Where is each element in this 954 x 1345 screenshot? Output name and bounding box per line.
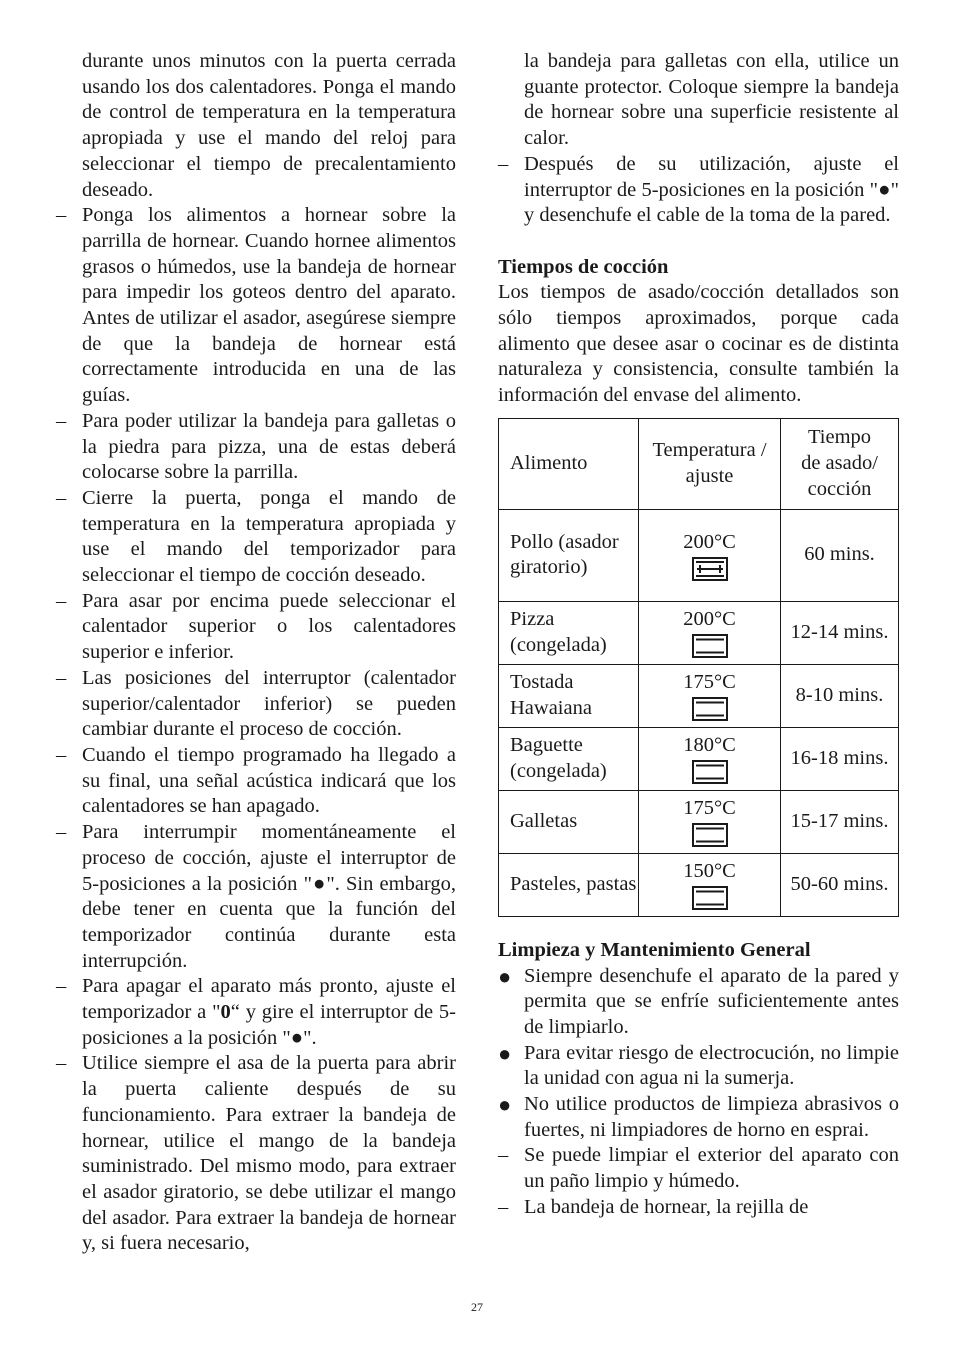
cleaning-bullet: ● Para evitar riesgo de electrocución, no limpie la unidad con agua ni la sumerja. [498, 1040, 899, 1090]
rotisserie-icon [692, 557, 728, 581]
instruction-item: – Las posiciones del interruptor (calentador superior/calentador inferior) se pueden cambiar durante el proceso de cocción. [56, 666, 456, 741]
header-food: Alimento [499, 418, 639, 509]
table-row: Tostada Hawaiana 175°C 8-10 mins. [499, 664, 899, 727]
instruction-item: – Utilice siempre el asa de la puerta para abrir la puerta caliente después de su funcionamiento. Para extraer la bandeja de hornear, utilice el mango de la bandeja suministrado. Del mismo modo, para extraer el asador giratorio, se debe utilizar el mango del asador. Para extraer la bandeja de hornear y, si fuera necesario, [56, 1052, 456, 1255]
right-column [498, 49, 899, 1221]
cleaning-dash-item: – La bandeja de hornear, la rejilla de [498, 1195, 809, 1218]
instruction-item-switch-off: – Para apagar el aparato más pronto, ajuste el temporizador a "0“ y gire el interruptor de 5-posiciones a la posición "●". [56, 975, 456, 1049]
table-row: Pollo (asador giratorio) 200°C 60 mins. [499, 509, 899, 601]
top-bottom-heat-icon [692, 886, 728, 910]
cleaning-heading: Limpieza y Mantenimiento General [498, 938, 811, 961]
top-bottom-heat-icon [692, 760, 728, 784]
header-time: Tiempo de asado/ cocción [781, 418, 899, 509]
header-temperature: Temperatura / ajuste [639, 418, 781, 509]
instruction-item: – Para interrumpir momentáneamente el proceso de cocción, ajuste el interruptor de 5-posiciones a la posición "●". Sin embargo, debe tener en cuenta que la función del temporizador continúa durante esta interrupción. [56, 821, 456, 972]
instruction-item: – Cierre la puerta, ponga el mando de temperatura en la temperatura apropiada y use el mando del temporizador para seleccionar el tiempo de cocción deseado. [56, 486, 456, 587]
continuation-paragraph: la bandeja para galletas con ella, utilice un guante protector. Coloque siempre la bandeja de hornear sobre una superficie resistente al calor. [524, 50, 899, 150]
cleaning-bullet: ● No utilice productos de limpieza abrasivos o fuertes, ni limpiadores de horno en esprai. [498, 1092, 899, 1141]
page-number: 27 [471, 1300, 483, 1314]
instruction-item: – Para poder utilizar la bandeja para galletas o la piedra para pizza, una de estas deberá colocarse sobre la parrilla. [56, 409, 456, 484]
table-header-row [499, 418, 899, 509]
instruction-item: – Para asar por encima puede seleccionar el calentador superior o los calentadores superior e inferior. [56, 589, 456, 664]
cooking-times-table [498, 418, 899, 917]
intro-paragraph: durante unos minutos con la puerta cerrada usando los dos calentadores. Ponga el mando de control de temperatura en la temperatura apropiada y use el mando del reloj para seleccionar el tiempo de precalentamiento deseado. [82, 50, 456, 201]
cleaning-bullet: ● Siempre desenchufe el aparato de la pared y permita que se enfríe suficientemente antes de limpiarlo. [498, 963, 899, 1038]
table-row: Pasteles, pastas 150°C 50-60 mins. [499, 853, 899, 916]
instruction-item: – Ponga los alimentos a hornear sobre la parrilla de hornear. Cuando hornee alimentos grasos o húmedos, use la bandeja de hornear para impedir los goteos dentro del aparato. Antes de utilizar el asador, asegúrese siempre de que la bandeja de hornear está correctamente introducida en una de las guías. [56, 204, 456, 407]
left-column [56, 49, 456, 1257]
cooking-times-heading: Tiempos de cocción [498, 255, 669, 278]
top-bottom-heat-icon [692, 823, 728, 847]
instruction-item: – Cuando el tiempo programado ha llegado a su final, una señal acústica indicará que los calentadores se han apagado. [56, 743, 456, 818]
cleaning-dash-item: – Se puede limpiar el exterior del aparato con un paño limpio y húmedo. [498, 1144, 899, 1193]
cooking-times-paragraph: Los tiempos de asado/cocción detallados son sólo tiempos aproximados, porque cada alimento que desee asar o cocinar es de distinta naturaleza y consistencia, consulte también la información del envase del alimento. [498, 281, 899, 407]
table-row: Pizza (congelada) 200°C 12-14 mins. [499, 601, 899, 664]
table-row: Baguette (congelada) 180°C 16-18 mins. [499, 727, 899, 790]
instruction-item: – Después de su utilización, ajuste el interruptor de 5-posiciones en la posición "●" y desenchufe el cable de la toma de la pared. [498, 152, 899, 227]
top-bottom-heat-icon [692, 697, 728, 721]
top-bottom-heat-icon [692, 634, 728, 658]
table-row: Galletas 175°C 15-17 mins. [499, 790, 899, 853]
